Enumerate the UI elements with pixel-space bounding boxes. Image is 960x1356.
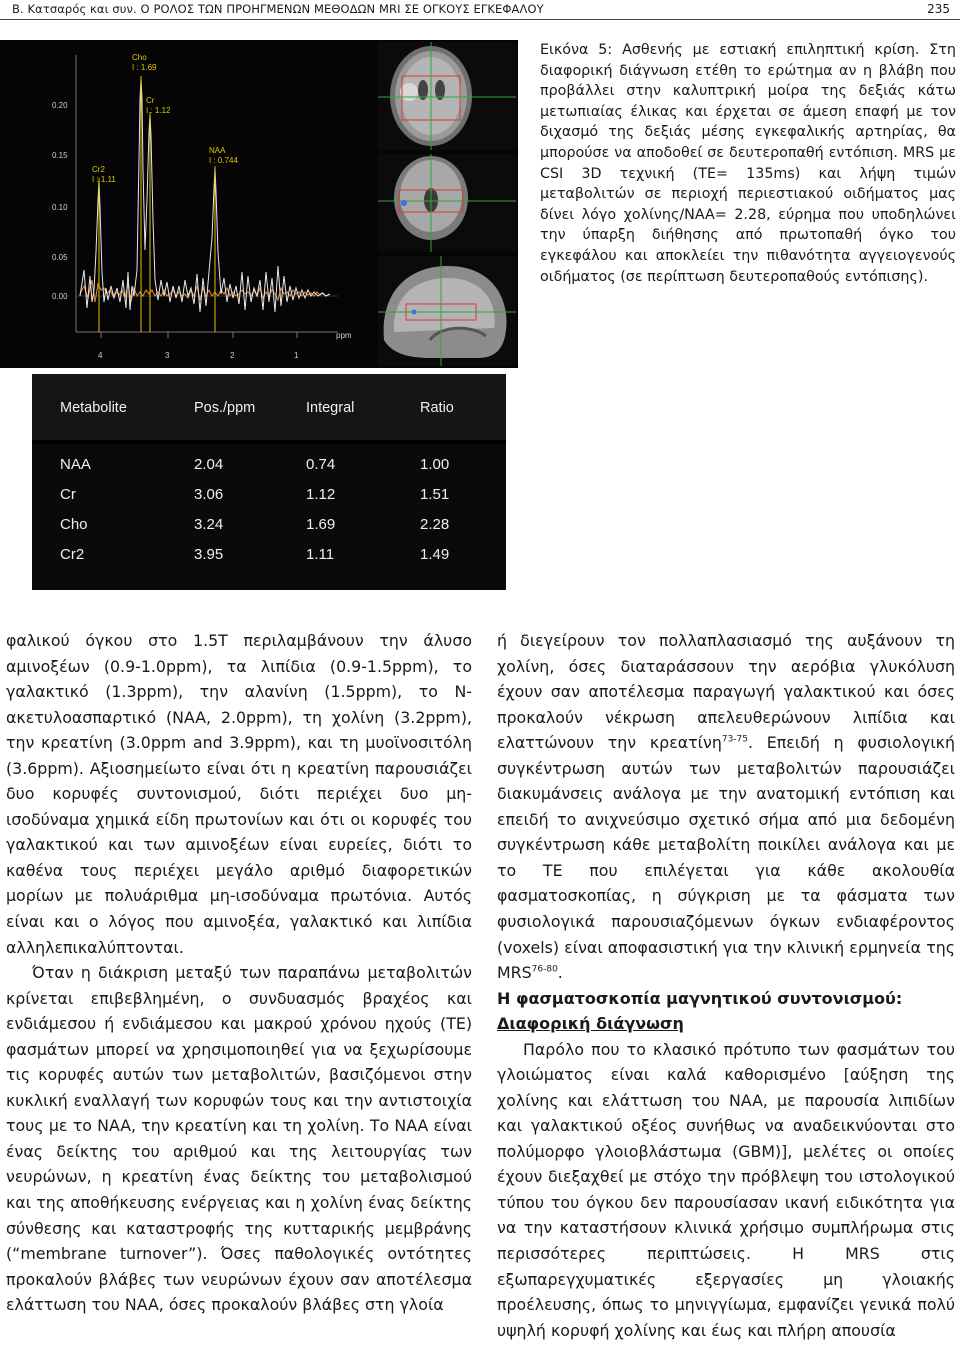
cell-ratio: 2.28 xyxy=(420,516,450,533)
cell-ratio: 1.49 xyxy=(420,546,450,563)
metabolite-table xyxy=(32,374,506,590)
y-tick: 0.20 xyxy=(52,101,68,110)
paragraph: ή διεγείρουν τον πολλαπλασιασμό της αυξάνουν τη χολίνη, όσες διαταράσσουν την αερόβια γλυκόλυση έχουν σαν αποτέλεσμα παραγωγή γαλακτικού και όσες προκαλούν νέκρωση απελευθερώνουν λιπίδια και ελαττώνουν την κρεατίνη$^{73-75}$. Επειδή η φυσιολογική συγκέντρωση αυτών των μεταβολιτών παρουσιάζει διακυμάνσεις ανάλογα με την ανατομική εντόπιση και επειδή το ανιχνεύσιμο σχετικό σήμα από μια δεδομένη συγκέντρωση κάθε μεταβολίτη ποικίλει ανάλογα και με το TE που επιλέγεται για κάθε ακολουθία φασματοσκοπίας, η σύγκριση με τα φάσματα των φυσιολογικά παρουσιαζόμενων όγκων ενδιαφέροντος (voxels) είναι αποφασιστική για την κλινική ερμηνεία της MRS$^{76-80}$. xyxy=(497,631,955,983)
citation: 73-75 xyxy=(721,734,749,745)
cell-integral: 1.69 xyxy=(306,516,336,533)
peak-value-naa: I : 0.744 xyxy=(209,156,238,165)
figure-caption xyxy=(540,40,956,287)
section-title: Η φασματοσκοπία μαγνητικού συντονισμού: Διαφορική διάγνωση xyxy=(497,988,903,1034)
mri-coronal-image xyxy=(378,154,516,252)
paragraph: Παρόλο που το κλασικό πρότυπο των φασμάτων του γλοιώματος είναι καλά καθορισμένο [αύξηση της χολίνης και ελάττωση του NAA, με παρουσία λιπιδίων και γαλακτικού οξέος συνήθως να αναδεικνύονται στο πολύμορφο γλοιοβλάστωμα (GBM)], μελέτες οι οποίες έχουν διεξαχθεί με στόχο την πρόβλεψη του ιστολογικού τύπου του όγκου δεν παρουσίασαν ικανή ειδικότητα για να την καταστήσουν κλινικά χρήσιμο συμπλήρωμα στις περισσότερες περιπτώσεις. Η MRS στις εξωπαρεγχυματικές εξεργασίες μη γλοιακής προέλευσης, όπως το μηνιγγίωμα, εμφανίζει γενικά πολύ υψηλή κορυφή χολίνης και έως και πλήρη απουσία xyxy=(497,1039,955,1340)
peak-label-naa: NAA xyxy=(209,146,226,155)
cell-integral: 1.12 xyxy=(306,486,336,503)
y-tick: 0.10 xyxy=(52,203,68,212)
y-tick: 0.05 xyxy=(52,253,68,262)
table-row xyxy=(32,540,506,570)
cell-integral: 1.11 xyxy=(306,546,335,563)
cell-position: 3.24 xyxy=(194,516,224,533)
cell-metabolite: Cr xyxy=(60,486,76,503)
peak-value-cr: I : 1.12 xyxy=(146,106,171,115)
header-integral: Integral xyxy=(306,400,355,416)
cell-metabolite: NAA xyxy=(60,456,91,473)
table-row xyxy=(32,450,506,480)
cell-ratio: 1.51 xyxy=(420,486,450,503)
cell-position: 3.95 xyxy=(194,546,224,563)
running-header-title: Β. Κατσαρός και συν. Ο ΡΟΛΟΣ ΤΩΝ ΠΡΟΗΓΜΕΝΩΝ ΜΕΘΟΔΩΝ MRI ΣΕ ΟΓΚΟΥΣ ΕΓΚΕΦΑΛΟΥ xyxy=(12,2,544,16)
x-tick: 3 xyxy=(165,351,170,360)
mrs-spectrum-figure xyxy=(0,40,518,368)
x-tick: 4 xyxy=(98,351,103,360)
y-tick: 0.00 xyxy=(52,292,68,301)
peak-label-cr: Cr xyxy=(146,96,155,105)
x-tick: 2 xyxy=(230,351,235,360)
cell-position: 3.06 xyxy=(194,486,224,503)
x-unit: ppm xyxy=(336,331,352,340)
peak-value-cho: I : 1.69 xyxy=(132,63,157,72)
mri-axial-image xyxy=(378,42,516,150)
peak-value-cr2: I : 1.11 xyxy=(92,175,116,184)
mri-sagittal-image xyxy=(378,256,516,366)
spectrum-svg xyxy=(0,40,518,368)
x-tick: 1 xyxy=(294,351,299,360)
left-column xyxy=(6,628,472,1318)
cell-integral: 0.74 xyxy=(306,456,336,473)
cell-metabolite: Cr2 xyxy=(60,546,85,563)
header-metabolite: Metabolite xyxy=(60,400,127,416)
header-position: Pos./ppm xyxy=(194,400,256,416)
cell-position: 2.04 xyxy=(194,456,224,473)
running-header xyxy=(0,0,960,22)
peak-label-cr2: Cr2 xyxy=(92,165,105,174)
peak-label-cho: Cho xyxy=(132,53,147,62)
cell-ratio: 1.00 xyxy=(420,456,450,473)
right-column xyxy=(497,628,955,1343)
figure-caption-label: Εικόνα 5: xyxy=(540,42,613,58)
table-header xyxy=(32,374,506,440)
cell-metabolite: Cho xyxy=(60,516,88,533)
figure-caption-text: Ασθενής με εστιακή επιληπτική κρίση. Στη διαφορική διάγνωση ετέθη το ερώτημα αν η βλάβη που προβάλλει στην καλυπτρική μοίρα της δεξιάς κάτω μετωπιαίας έλικας και έρχεται σε άμεση επαφή με τον διχασμό της δεξιάς μέσης εγκεφαλικής αρτηρίας, θα μπορούσε να αποδοθεί σε δευτεροπαθή εντόπιση. MRS με CSI 3D τεχνική (TE= 135ms) και λήψη τιμών μεταβολιτών σε περιοχή περιεστιακού οιδήματος μας δίνει λόγο χολίνης/NAA= 2.28, εύρημα που υποδηλώνει την ύπαρξη διήθησης από πρωτοπαθή όγκο του εγκεφάλου και αποκλείει την πιθανότητα αγγειογενούς οιδήματος (σε περίπτωση δευτεροπαθούς εντόπισης). xyxy=(540,42,956,285)
paragraph: φαλικού όγκου στο 1.5T περιλαμβάνουν την άλυσο αμινοξέων (0.9-1.0ppm), τα λιπίδια (0.9-1.5ppm), το γαλακτικό (1.3ppm), την αλανίνη (1.5ppm), το N-ακετυλοασπαρτικό (NAA, 2.0ppm), τη χολίνη (3.2ppm), την κρεατίνη (3.0ppm and 3.9ppm), και τη μυοϊνοσιτόλη (3.6ppm). Αξιοσημείωτο είναι ότι η κρεατίνη παρουσιάζει δυο κορυφές συντονισμού, διότι περιέχει δυο μη-ισοδύναμα χημικά είδη πρωτονίων και ότι οι κορυφές του γαλακτικού και των αμινοξέων είναι ευρείες, διότι το καθένα τους περιέχει μεγάλο αριθμό διαφορετικών μορίων με πολυάριθμα μη-ισοδύναμα πρωτόνια. Αυτός είναι και ο λόγος που αμινοξέα, γαλακτικό και λιπίδια αλληλεπικαλύπτονται. xyxy=(6,631,472,957)
paragraph: Όταν η διάκριση μεταξύ των παραπάνω μεταβολιτών κρίνεται επιβεβλημένη, ο συνδυασμός βραχέος και ενδιάμεσου ή ενδιάμεσου και μακρού χρόνου ηχούς (TE) φασμάτων μπορεί να χρησιμοποιηθεί για να ξεχωρίσουμε τις κορυφές αυτών των μεταβολιτών, βασιζόμενοι στην κυκλική εναλλαγή των κορυφών τους και την αντιστοιχία τους με το NAA, την κρεατίνη και τη χολίνη. Το NAA είναι ένας δείκτης του αριθμού και της λειτουργίας των νευρώνων, η κρεατίνη ένας δείκτης του μεταβολισμού και της αποθήκευσης ενέργειας και η χολίνη ένας δείκτης σύνθεσης και καταστροφής της κυτταρικής μεμβράνης (“membrane turnover”). Όσες παθολογικές οντότητες προκαλούν βλάβες των νευρώνων έχουν σαν αποτέλεσμα ελάττωση του NAA, όσες προκαλούν βλάβες στη γλοία xyxy=(6,963,472,1315)
table-row xyxy=(32,480,506,510)
header-ratio: Ratio xyxy=(420,400,454,416)
header-rule xyxy=(0,19,960,20)
page-number: 235 xyxy=(927,2,950,16)
y-tick: 0.15 xyxy=(52,151,68,160)
table-row xyxy=(32,510,506,540)
citation: 76-80 xyxy=(531,964,558,975)
